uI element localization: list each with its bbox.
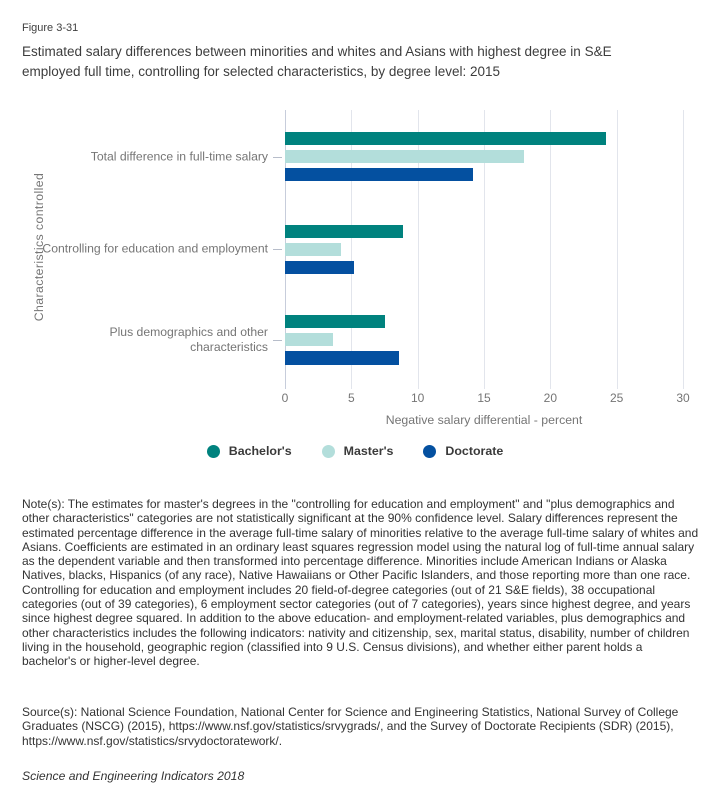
bar-masters-1	[285, 243, 341, 256]
category-label: Total difference in full-time salary	[90, 149, 268, 164]
bar-masters-2	[285, 333, 333, 346]
sources-text: Source(s): National Science Foundation, National Center for Science and Engineering Statistics, National Survey of College Graduates (NSCG) (2015), https://www.nsf.gov/statistics/srvygrads/, and the Survey of Doctorate Recipients (SDR) (2015), https://www.nsf.gov/statistics/srvydoctoratework/.	[22, 705, 679, 748]
x-tick-label-25: 25	[609, 391, 624, 405]
x-tick-label-0: 0	[281, 391, 289, 405]
legend-item-doctorate	[423, 444, 503, 458]
gridline-30	[683, 110, 684, 389]
legend-label-doctorate: Doctorate	[445, 444, 504, 458]
figure-number: Figure 3-31	[22, 22, 79, 34]
legend-label-masters: Master's	[343, 444, 394, 458]
x-tick-label-30: 30	[676, 391, 690, 405]
bar-bachelors-2	[285, 315, 385, 328]
legend-label-bachelors: Bachelor's	[228, 444, 292, 458]
category-label: Controlling for education and employment	[42, 241, 268, 256]
y-axis-title-text: Characteristics controlled	[32, 172, 47, 322]
category-tick	[273, 157, 282, 158]
bar-bachelors-1	[285, 225, 403, 238]
legend-item-masters	[322, 444, 394, 458]
footer-attribution: Science and Engineering Indicators 2018	[22, 769, 245, 783]
legend	[0, 444, 710, 458]
legend-swatch-bachelors	[207, 445, 220, 458]
gridline-20	[550, 110, 551, 389]
x-tick-label-20: 20	[543, 391, 557, 405]
bar-doctorate-2	[285, 351, 399, 364]
bar-doctorate-0	[285, 168, 473, 181]
gridline-25	[617, 110, 618, 389]
bar-doctorate-1	[285, 261, 354, 274]
notes-text: Note(s): The estimates for master's degrees in the "controlling for education and employment" and "plus demographics and other characteristics" categories are not statistically significant at the 90% confidence level. Salary differences represent the estimated percentage difference in the average full-time salary of minorities relative to the average full-time salary of whites and Asians. Coefficients are estimated in an ordinary least squares regression model using the natural log of full-time annual salary as the dependent variable and then transformed into percentage difference. Minorities include American Indians or Alaska Natives, blacks, Hispanics (of any race), Native Hawaiians or Other Pacific Islanders, and those reporting more than one race. Controlling for education and employment includes 20 field-of-degree categories (out of 21 S&E fields), 38 occupational categories (out of 39 categories), 6 employment sector categories (out of 7 categories), years since highest degree, and years since highest degree squared. In addition to the above education- and employment-related variables, plus demographics and other characteristics includes the following indicators: nativity and citizenship, sex, marital status, disability, number of children living in the household, geographic region (classified into 9 U.S. Census divisions), and whether either parent holds a bachelor's or higher-level degree.	[22, 497, 699, 669]
category-tick	[273, 249, 282, 250]
x-tick-label-5: 5	[347, 391, 355, 405]
category-tick	[273, 340, 282, 341]
legend-swatch-doctorate	[423, 445, 436, 458]
x-axis-title: Negative salary differential - percent	[385, 413, 583, 427]
legend-swatch-masters	[322, 445, 335, 458]
bar-bachelors-0	[285, 132, 606, 145]
category-label: Plus demographics and other characteristics	[109, 324, 268, 354]
x-tick-label-10: 10	[410, 391, 425, 405]
figure-title: Estimated salary differences between minorities and whites and Asians with highest degree in S&E employed full time, controlling for selected characteristics, by degree level: 2015	[22, 44, 612, 79]
x-tick-label-15: 15	[477, 391, 491, 405]
legend-item-bachelors	[207, 444, 292, 458]
bar-masters-0	[285, 150, 524, 163]
